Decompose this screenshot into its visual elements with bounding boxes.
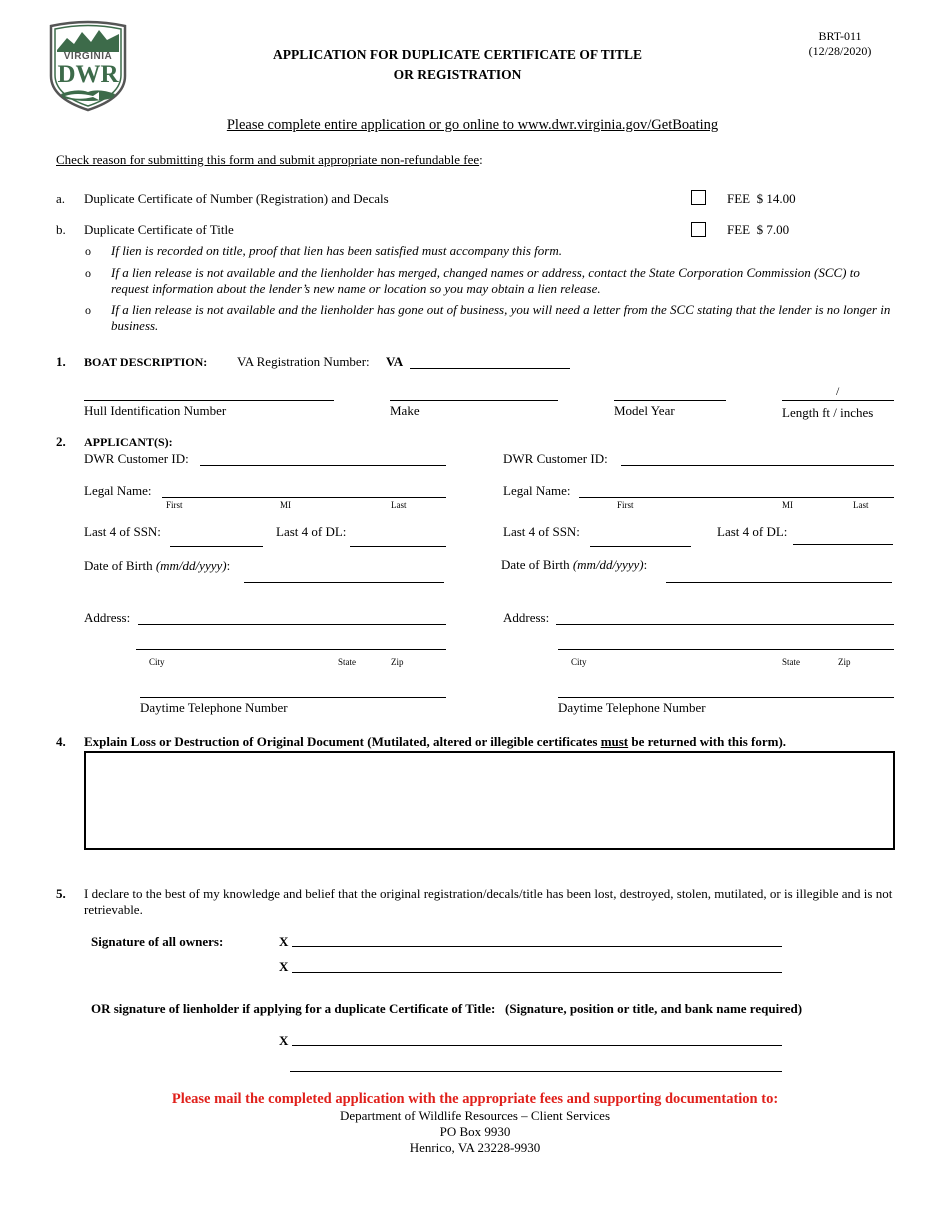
bullet-text-1: If lien is recorded on title, proof that lien has been satisfied must accompany this form. — [111, 243, 562, 258]
applicant2-state-caption: State — [782, 657, 800, 667]
lienholder-signature-field[interactable] — [292, 1045, 782, 1046]
reason-b-fee: FEE $ 7.00 — [727, 222, 790, 237]
length-field[interactable] — [782, 400, 894, 401]
dob-format: (mm/dd/yyyy) — [572, 557, 644, 572]
boat-heading: BOAT DESCRIPTION: — [84, 355, 208, 369]
applicant1-dob-label — [84, 558, 230, 574]
applicant2-last-caption: Last — [853, 500, 869, 510]
declaration-text: I declare to the best of my knowledge and belief that the original registration/decals/title has been lost, destroyed, stolen, mutilated, or is illegible and is not retrievable. — [84, 886, 893, 917]
explain-heading — [84, 734, 786, 750]
applicant2-first-caption: First — [617, 500, 634, 510]
reg-label: VA Registration Number: — [237, 354, 370, 369]
year-label: Model Year — [614, 403, 675, 418]
logo-top-text: VIRGINIA — [63, 51, 113, 62]
form-code: BRT-011 — [818, 29, 862, 43]
applicants-heading: APPLICANT(S): — [84, 435, 173, 449]
signature-x-3: X — [279, 1033, 289, 1048]
length-label: Length ft / inches — [782, 405, 874, 420]
reg-number-field[interactable] — [410, 368, 570, 369]
owners-signature-label: Signature of all owners: — [91, 934, 224, 949]
reason-intro-colon: : — [479, 152, 483, 167]
reason-a-letter: a. — [56, 191, 66, 206]
applicant1-dl-field[interactable] — [350, 546, 446, 547]
bullet-marker-1: o — [85, 244, 91, 258]
applicant1-zip-caption: Zip — [391, 657, 404, 667]
reason-b-checkbox[interactable] — [691, 222, 706, 237]
bullet-text-3: If a lien release is not available and the lienholder has gone out of business, you will need a letter from the SCC stating that the lender is no longer in business. — [111, 302, 891, 333]
year-field[interactable] — [614, 400, 726, 401]
owner-signature-field-2[interactable] — [292, 972, 782, 973]
dob-colon: : — [226, 558, 231, 573]
applicant2-dl-label: Last 4 of DL: — [717, 524, 788, 539]
mail-address-line-3: Henrico, VA 23228-9930 — [409, 1140, 541, 1155]
applicant1-customer-id-field[interactable] — [200, 465, 446, 466]
applicant1-ssn-label: Last 4 of SSN: — [84, 524, 161, 539]
explain-text-b: be returned with this form). — [628, 734, 787, 749]
applicant2-ssn-label: Last 4 of SSN: — [503, 524, 580, 539]
applicant1-city-state-zip-field[interactable] — [136, 649, 446, 650]
applicant1-last-caption: Last — [391, 500, 407, 510]
applicant1-legal-name-label: Legal Name: — [84, 483, 152, 498]
reg-prefix: VA — [386, 354, 404, 369]
hin-label: Hull Identification Number — [84, 403, 227, 418]
applicant2-address-label: Address: — [503, 610, 550, 625]
explanation-textarea[interactable] — [84, 751, 895, 850]
applicant2-dl-field[interactable] — [793, 544, 893, 545]
reason-a-checkbox[interactable] — [691, 190, 706, 205]
applicant1-city-caption: City — [149, 657, 165, 667]
applicant2-dob-label — [501, 557, 647, 573]
applicant2-address-field[interactable] — [556, 624, 894, 625]
applicant1-phone-field[interactable] — [140, 697, 446, 698]
applicant1-state-caption: State — [338, 657, 356, 667]
applicant2-customer-id-field[interactable] — [621, 465, 894, 466]
mail-address-line-1: Department of Wildlife Resources – Client Services — [340, 1108, 610, 1123]
signature-x-1: X — [279, 934, 289, 949]
applicant1-dl-label: Last 4 of DL: — [276, 524, 347, 539]
reason-b-letter: b. — [56, 222, 66, 237]
lienholder-signature-text: OR signature of lienholder if applying for a duplicate Certificate of Title: (Signature, position or title, and bank name required) — [91, 1001, 803, 1016]
applicant2-city-state-zip-field[interactable] — [558, 649, 894, 650]
lienholder-bank-field[interactable] — [290, 1071, 782, 1072]
hin-field[interactable] — [84, 400, 334, 401]
reason-b-label: Duplicate Certificate of Title — [84, 222, 234, 237]
applicant1-mi-caption: MI — [280, 500, 291, 510]
applicant2-ssn-field[interactable] — [590, 546, 691, 547]
form-date: (12/28/2020) — [808, 44, 872, 58]
dwr-logo — [47, 20, 129, 112]
applicant2-customer-id-label: DWR Customer ID: — [503, 451, 608, 466]
dob-label-text: Date of Birth — [501, 557, 573, 572]
reason-intro — [56, 152, 483, 168]
section-4-number: 4. — [56, 734, 66, 749]
applicant2-zip-caption: Zip — [838, 657, 851, 667]
applicant2-phone-field[interactable] — [558, 697, 894, 698]
applicant2-legal-name-label: Legal Name: — [503, 483, 571, 498]
reason-intro-text: Check reason for submitting this form and submit appropriate non-refundable fee — [56, 152, 480, 167]
applicant1-address-label: Address: — [84, 610, 131, 625]
dob-colon: : — [643, 557, 648, 572]
bullet-marker-3: o — [85, 303, 91, 317]
section-2-number: 2. — [56, 434, 66, 449]
instruction-text: Please complete entire application or go online to www.dwr.virginia.gov/GetBoating — [226, 117, 719, 133]
reason-a-label: Duplicate Certificate of Number (Registration) and Decals — [84, 191, 389, 206]
explain-text-must: must — [600, 734, 629, 749]
bullet-text-2: If a lien release is not available and the lienholder has merged, changed names or address, contact the State Corporation Commission (SCC) to request information about the lender’s new name or location so you may obtain a lien release. — [111, 265, 860, 296]
owner-signature-field-1[interactable] — [292, 946, 782, 947]
explain-text-a: Explain Loss or Destruction of Original Document (Mutilated, altered or illegible certificates — [84, 734, 601, 749]
mail-notice: Please mail the completed application with the appropriate fees and supporting documentation to: — [171, 1091, 779, 1107]
applicant2-phone-label: Daytime Telephone Number — [558, 700, 706, 715]
applicant1-address-field[interactable] — [138, 624, 446, 625]
applicant2-mi-caption: MI — [782, 500, 793, 510]
section-5-number: 5. — [56, 886, 66, 901]
applicant1-legal-name-field[interactable] — [162, 497, 446, 498]
dob-format: (mm/dd/yyyy) — [155, 558, 227, 573]
applicant1-phone-label: Daytime Telephone Number — [140, 700, 288, 715]
applicant1-dob-field[interactable] — [244, 582, 444, 583]
applicant1-ssn-field[interactable] — [170, 546, 263, 547]
applicant2-city-caption: City — [571, 657, 587, 667]
title-line-2: OR REGISTRATION — [393, 67, 522, 82]
make-field[interactable] — [390, 400, 558, 401]
bullet-marker-2: o — [85, 266, 91, 280]
signature-x-2: X — [279, 959, 289, 974]
logo-main-text: DWR — [57, 61, 119, 88]
section-1-number: 1. — [56, 354, 66, 369]
length-slash: / — [836, 384, 840, 398]
applicant1-customer-id-label: DWR Customer ID: — [84, 451, 189, 466]
dob-label-text: Date of Birth — [84, 558, 156, 573]
mail-address-line-2: PO Box 9930 — [439, 1124, 511, 1139]
applicant2-legal-name-field[interactable] — [579, 497, 894, 498]
make-label: Make — [390, 403, 420, 418]
reason-a-fee: FEE $ 14.00 — [727, 191, 796, 206]
applicant2-dob-field[interactable] — [666, 582, 892, 583]
title-line-1: APPLICATION FOR DUPLICATE CERTIFICATE OF TITLE — [273, 47, 642, 62]
applicant1-first-caption: First — [166, 500, 183, 510]
